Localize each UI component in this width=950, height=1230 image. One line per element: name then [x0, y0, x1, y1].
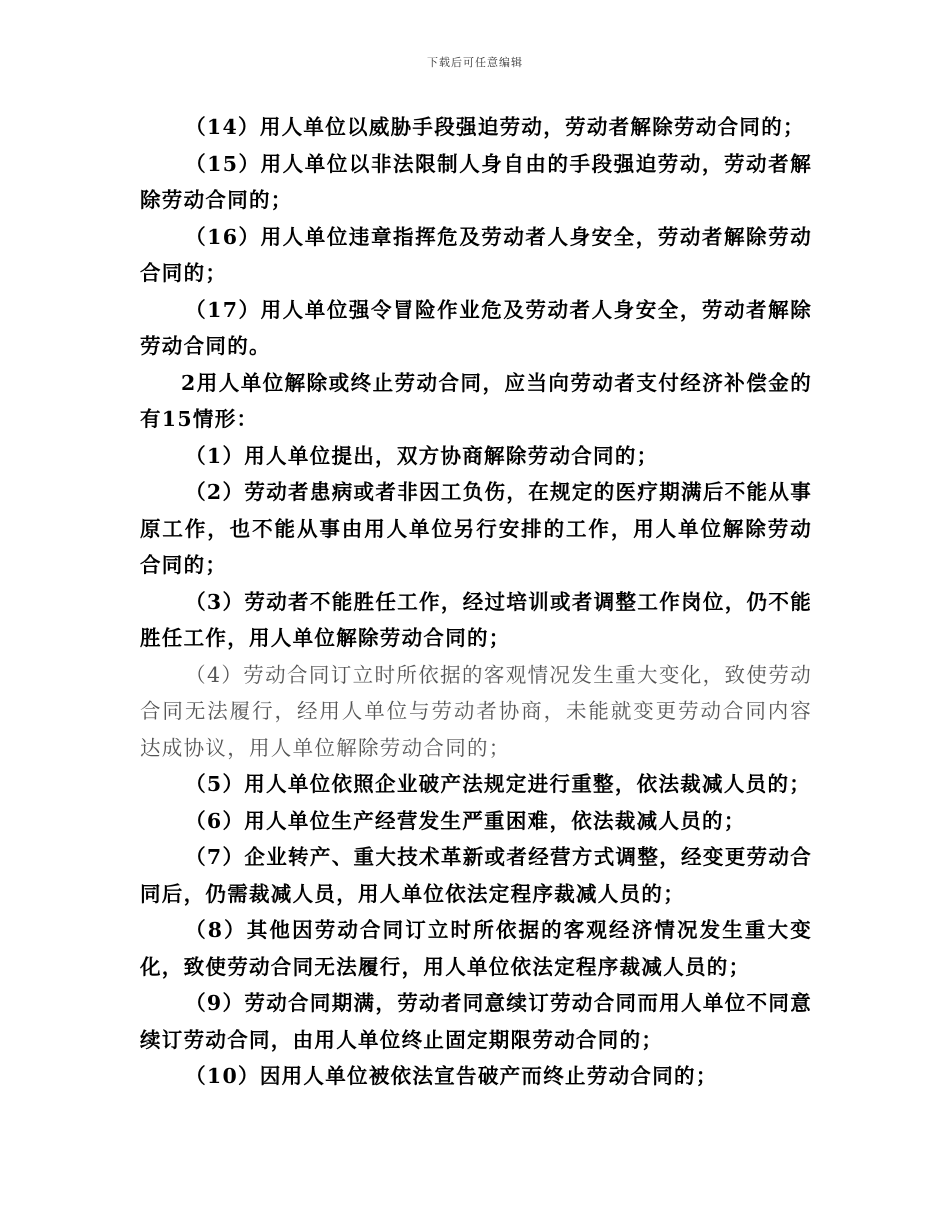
paragraph-item-16: （16）用人单位违章指挥危及劳动者人身安全，劳动者解除劳动合同的；: [140, 224, 812, 285]
paragraph-item-4: （4）劳动合同订立时所依据的客观情况发生重大变化，致使劳动合同无法履行，经用人单位与劳动者协商，未能就变更劳动合同内容达成协议，用人单位解除劳动合同的；: [140, 662, 812, 760]
paragraph-item-3: （3）劳动者不能胜任工作，经过培训或者调整工作岗位，仍不能胜任工作，用人单位解除劳动合同的；: [140, 589, 812, 650]
paragraph-item-14: （14）用人单位以威胁手段强迫劳动，劳动者解除劳动合同的；: [185, 115, 805, 139]
paragraph-item-1: （1）用人单位提出，双方协商解除劳动合同的；: [185, 443, 659, 468]
paragraph-item-10: （10）因用人单位被依法宣告破产而终止劳动合同的；: [185, 1064, 718, 1088]
paragraph-item-7: （7）企业转产、重大技术革新或者经营方式调整，经变更劳动合同后，仍需裁减人员，用人单位依法定程序裁减人员的；: [140, 845, 812, 906]
paragraph-item-17: （17）用人单位强令冒险作业危及劳动者人身安全，劳动者解除劳动合同的。: [140, 297, 812, 358]
paragraph-item-5: （5）用人单位依照企业破产法规定进行重整，依法裁减人员的；: [185, 772, 812, 796]
paragraph-item-15: （15）用人单位以非法限制人身自由的手段强迫劳动，劳动者解除劳动合同的；: [140, 151, 812, 212]
paragraph-item-8: （8）其他因劳动合同订立时所依据的客观经济情况发生重大变化，致使劳动合同无法履行，用人单位依法定程序裁减人员的；: [140, 918, 812, 979]
paragraph-section-2: 2用人单位解除或终止劳动合同，应当向劳动者支付经济补偿金的有15情形：: [140, 370, 812, 431]
page-header: 下载后可任意编辑: [427, 56, 523, 69]
document-body: [140, 109, 812, 1095]
paragraph-item-9: （9）劳动合同期满，劳动者同意续订劳动合同而用人单位不同意续订劳动合同，由用人单位终止固定期限劳动合同的；: [140, 991, 812, 1052]
paragraph-item-2: （2）劳动者患病或者非因工负伤，在规定的医疗期满后不能从事原工作，也不能从事由用人单位另行安排的工作，用人单位解除劳动合同的；: [140, 480, 812, 577]
paragraph-item-6: （6）用人单位生产经营发生严重困难，依法裁减人员的；: [185, 808, 746, 833]
